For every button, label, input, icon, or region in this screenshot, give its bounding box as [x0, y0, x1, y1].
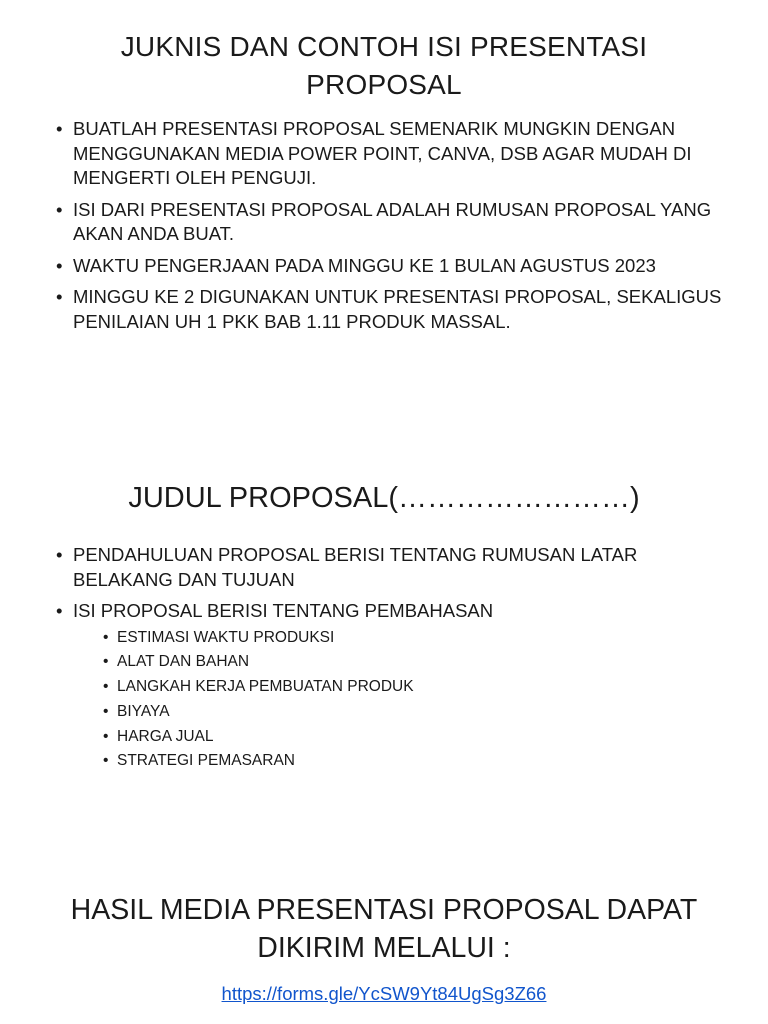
sub-bullet-item: • STRATEGI PEMASARAN: [103, 751, 728, 771]
bullet-item: • BUATLAH PRESENTASI PROPOSAL SEMENARIK MUNGKIN DENGAN MENGGUNAKAN MEDIA POWER POINT, CANVA, DSB AGAR MUDAH DI MENGERTI OLEH PENGUJI.: [56, 117, 728, 191]
bullet-item: • PENDAHULUAN PROPOSAL BERISI TENTANG RUMUSAN LATAR BELAKANG DAN TUJUAN: [56, 543, 728, 592]
bullet-list: [56, 117, 728, 334]
sub-bullet-list: [103, 628, 728, 772]
slide-juknis: [0, 28, 768, 341]
slide-title: JUKNIS DAN CONTOH ISI PRESENTASI PROPOSAL: [120, 31, 648, 100]
bullet-list: [56, 543, 728, 771]
sub-bullet-item: • ALAT DAN BAHAN: [103, 652, 728, 672]
google-form-link[interactable]: https://forms.gle/YcSW9Yt84UgSg3Z66: [221, 983, 547, 1004]
slide-title: JUDUL PROPOSAL(……………………): [128, 482, 640, 514]
bullet-item-with-subitems: [56, 599, 728, 771]
slide-hasil-media: [0, 891, 768, 1005]
bullet-item: • ISI DARI PRESENTASI PROPOSAL ADALAH RUMUSAN PROPOSAL YANG AKAN ANDA BUAT.: [56, 198, 728, 247]
sub-bullet-item: • LANGKAH KERJA PEMBUATAN PRODUK: [103, 677, 728, 697]
slide-judul-proposal: [0, 478, 768, 778]
slide-title: HASIL MEDIA PRESENTASI PROPOSAL DAPAT DIKIRIM MELALUI :: [70, 894, 698, 964]
bullet-item: • MINGGU KE 2 DIGUNAKAN UNTUK PRESENTASI PROPOSAL, SEKALIGUS PENILAIAN UH 1 PKK BAB 1.11 PRODUK MASSAL.: [56, 285, 728, 334]
bullet-item: • WAKTU PENGERJAAN PADA MINGGU KE 1 BULAN AGUSTUS 2023: [56, 254, 728, 279]
link-container: [0, 983, 768, 1005]
sub-bullet-item: • ESTIMASI WAKTU PRODUKSI: [103, 628, 728, 648]
sub-bullet-item: • HARGA JUAL: [103, 727, 728, 747]
bullet-item-text: ISI PROPOSAL BERISI TENTANG PEMBAHASAN: [73, 600, 494, 621]
sub-bullet-item: • BIYAYA: [103, 702, 728, 722]
